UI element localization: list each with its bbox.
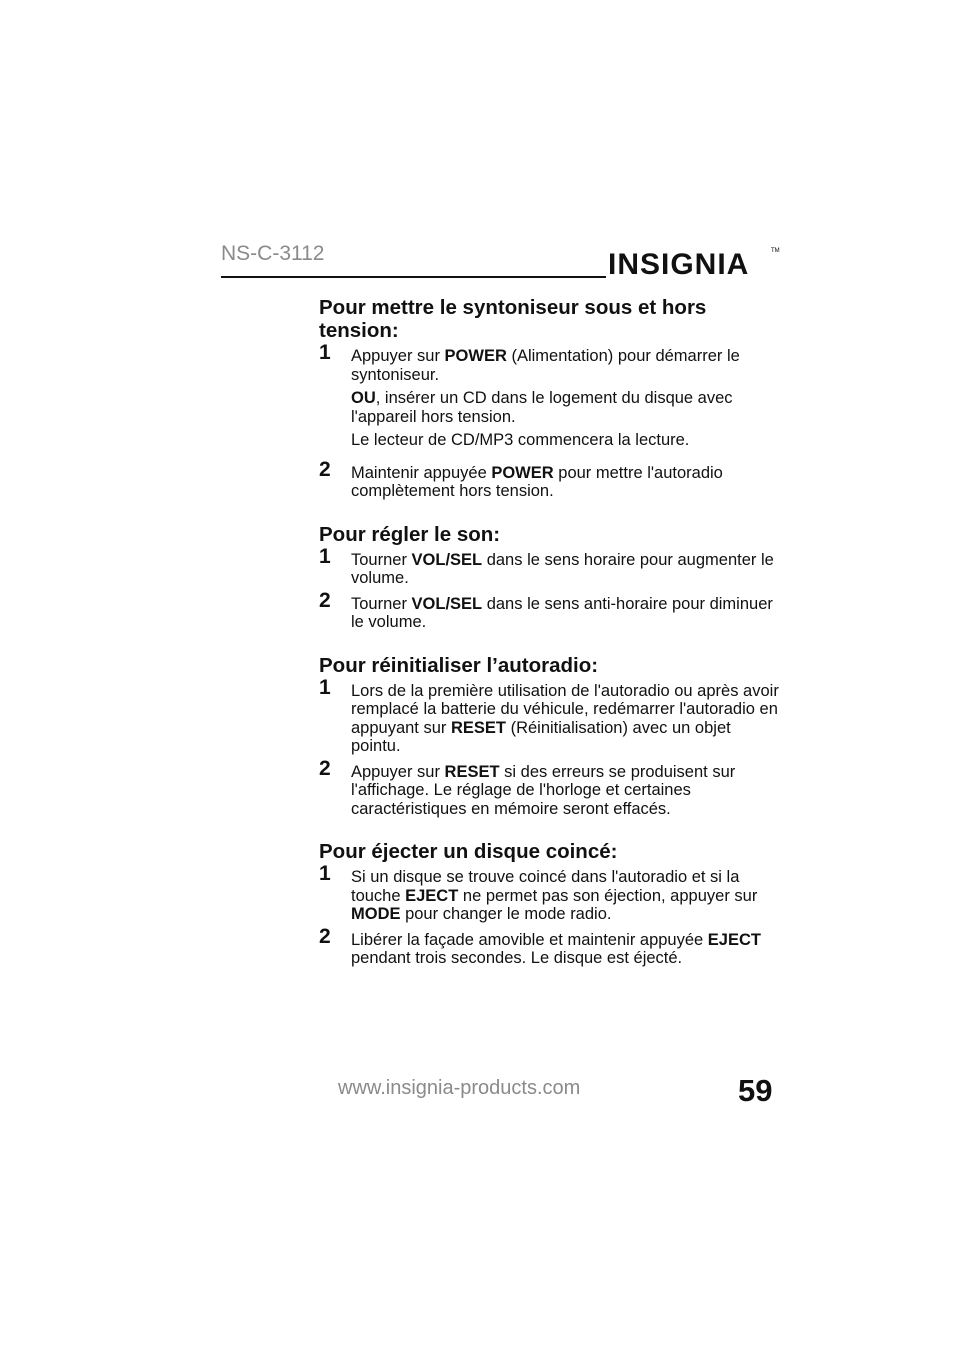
- header-rule: [221, 276, 606, 278]
- svg-text:TM: TM: [771, 248, 780, 254]
- step: [319, 457, 779, 501]
- step-text: Tourner VOL/SEL dans le sens anti-horaire pour diminuer le volume.: [351, 594, 773, 631]
- section-title: Pour régler le son:: [319, 522, 501, 546]
- step-text: Lors de la première utilisation de l'autoradio ou après avoir remplacé la batterie du véhicule, redémarrer l'autoradio en appuyant sur RESET (Réinitialisation) avec un objet pointu.: [351, 681, 779, 755]
- section-reset: [319, 654, 779, 819]
- step-text: Libérer la façade amovible et maintenir appuyée EJECT pendant trois secondes. Le disque est éjecté.: [351, 930, 761, 967]
- brand-name: INSIGNIA: [608, 248, 750, 281]
- step-number: 2: [319, 588, 331, 612]
- step-number: 1: [319, 341, 331, 364]
- step-number: 1: [319, 675, 331, 699]
- step: [319, 341, 779, 450]
- step-text: Le lecteur de CD/MP3 commencera la lecture.: [351, 431, 690, 449]
- step: [319, 862, 779, 924]
- step: [319, 675, 779, 756]
- step-text: OU, insérer un CD dans le logement du disque avec l'appareil hors tension.: [351, 389, 733, 426]
- model-number: NS-C-3112: [221, 242, 325, 265]
- step-number: 1: [319, 862, 331, 885]
- step-text: Tourner VOL/SEL dans le sens horaire pour augmenter le volume.: [351, 550, 774, 587]
- insignia-logo: [608, 238, 778, 286]
- step-number: 2: [319, 457, 331, 481]
- step: [319, 756, 779, 819]
- step-number: 1: [319, 544, 331, 568]
- step-number: 2: [319, 924, 331, 948]
- website-url: www.insignia-products.com: [338, 1077, 581, 1099]
- section-power: [319, 296, 779, 501]
- step: [319, 544, 779, 588]
- page-number: 59: [738, 1073, 773, 1108]
- step: [319, 924, 779, 968]
- section-title: Pour mettre le syntoniseur sous et hors tension:: [319, 296, 707, 342]
- step-text: Maintenir appuyée POWER pour mettre l'autoradio complètement hors tension.: [351, 463, 723, 500]
- step-text: Appuyer sur RESET si des erreurs se produisent sur l'affichage. Le réglage de l'horloge et certaines caractéristiques en mémoire seront effacés.: [351, 762, 736, 818]
- section-sound: [319, 523, 779, 632]
- section-title: Pour éjecter un disque coincé:: [319, 840, 618, 863]
- logo-mark-icon: [608, 238, 778, 286]
- step-number: 2: [319, 756, 331, 780]
- content: [319, 296, 779, 990]
- section-eject: [319, 840, 779, 968]
- step-text: Si un disque se trouve coincé dans l'autoradio et si la touche EJECT ne permet pas son éjection, appuyer sur MODE pour changer le mode radio.: [351, 868, 758, 923]
- step: [319, 588, 779, 632]
- section-title: Pour réinitialiser l’autoradio:: [319, 653, 599, 677]
- step-text: Appuyer sur POWER (Alimentation) pour démarrer le syntoniseur.: [351, 347, 740, 384]
